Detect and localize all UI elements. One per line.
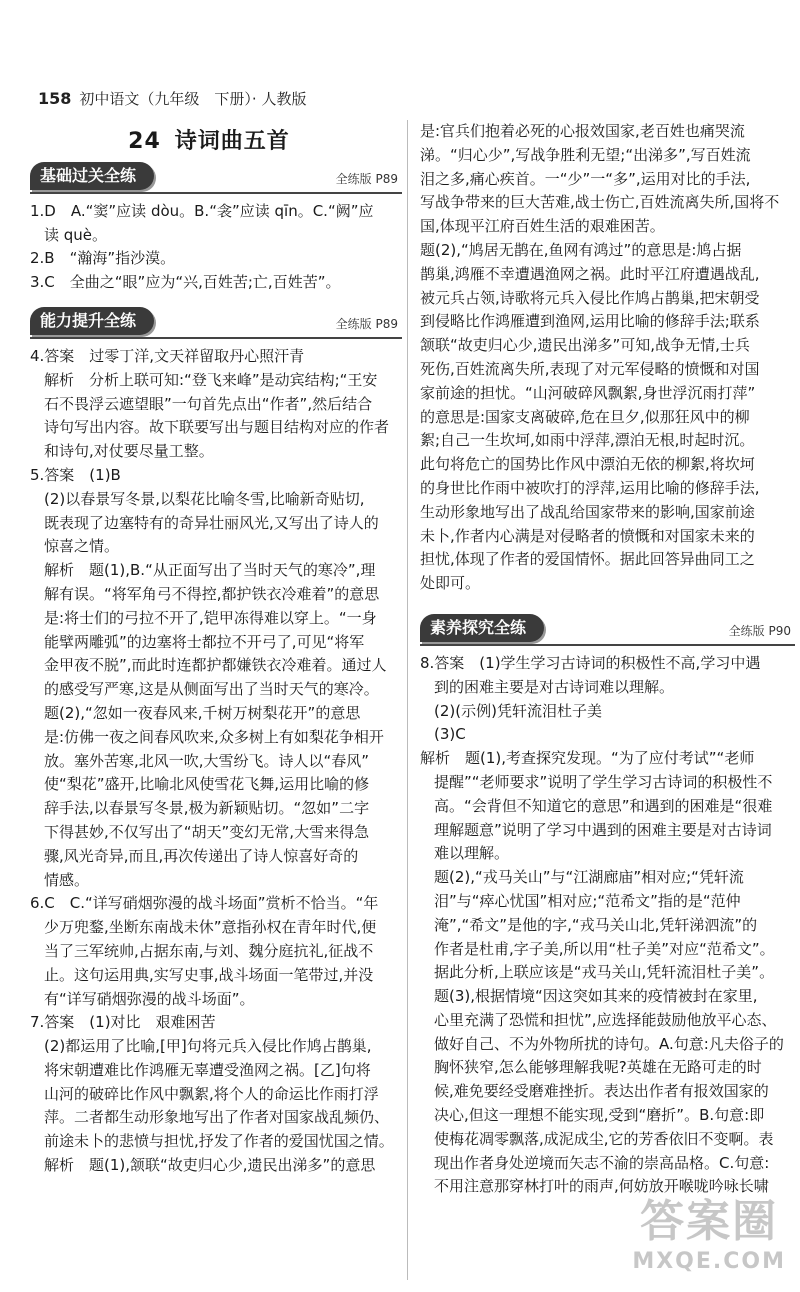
answer-8-analysis: 解析 题(1),考查探究发现。“为了应付考试”“老师 xyxy=(420,749,755,768)
answer-5-line: 辞手法,以春景写冬景,极为新颖贴切。“忽如”二字 xyxy=(44,799,370,818)
analysis-line: 涕。“归心少”,写战争胜利无望;“出涕多”,写百姓流 xyxy=(420,145,751,164)
analysis-line: 写战争带来的巨大苦难,战士伤亡,百姓流离失所,国将不 xyxy=(420,193,780,212)
answer-5-line: 解有误。“将军角弓不得控,都护铁衣冷难着”的意思 xyxy=(44,584,380,603)
answer-8-line: (3)C xyxy=(434,725,466,744)
answer-8-line: 题(2),“戎马关山”与“江湖廊庙”相对应;“凭轩流 xyxy=(434,868,744,887)
analysis-line: 到侵略比作鸿雁遭到渔网,运用比喻的修辞手法;联系 xyxy=(420,312,760,331)
answer-5-line: 骤,风光奇异,而且,再次传递出了诗人惊喜好奇的 xyxy=(44,846,359,865)
analysis-line: 泪之多,痛心疾首。一“少”一“多”,运用对比的手法, xyxy=(420,169,751,188)
answer-8-line: 到的困难主要是对古诗词难以理解。 xyxy=(434,677,675,696)
answer-5-line: (2)以春景写冬景,以梨花比喻冬雪,比喻新奇贴切, xyxy=(44,489,365,508)
answer-7-line: 萍。二者都生动形象地写出了作者对国家战乱频仍、 xyxy=(44,1108,390,1127)
section-ability-tab: 能力提升全练 xyxy=(30,307,154,335)
answer-6-line: 止。这句运用典,实写史事,战斗场面一笔带过,并没 xyxy=(44,965,374,984)
answer-6-line: 少万兜鍪,坐断东南战未休”意指孙权在青年时代,便 xyxy=(44,918,377,937)
analysis-line: 颔联“故吏归心少,遗民出涕多”可知,战争无情,士兵 xyxy=(420,336,750,355)
answer-1-cont: 读 què。 xyxy=(44,225,108,244)
answer-8-line: 心里充满了恐慌和担忧”,应选择能鼓励他放平心态、 xyxy=(434,1010,777,1029)
answer-7-line: 将宋朝遭难比作鸿雁无辜遭受渔网之祸。[乙]句将 xyxy=(44,1060,371,1079)
answer-5-line: 题(2),“忽如一夜春风来,千树万树梨花开”的意思 xyxy=(44,703,361,722)
answer-5-line: 能擘两雕弧”的边塞将士都拉不开弓了,可见“将军 xyxy=(44,632,365,651)
answer-8-line: (2)(示例)凭轩流泪杜子美 xyxy=(434,701,602,720)
answer-8-line: 理解题意”说明了学习中遇到的困难主要是对古诗词 xyxy=(434,820,772,839)
analysis-line: 题(2),“鸠居无鹊在,鱼网有鸿过”的意思是:鸠占据 xyxy=(420,240,742,259)
watermark-title: 答案圈 xyxy=(640,1196,779,1247)
answer-8-line: 使梅花凋零飘落,成泥成尘,它的芳香依旧不变啊。表 xyxy=(434,1129,774,1148)
section-basic-ref: 全练版 P89 xyxy=(335,171,398,186)
page-number: 158 xyxy=(38,89,72,108)
analysis-line: 家前途的担忧。“山河破碎风飘絮,身世浮沉雨打萍” xyxy=(420,383,756,402)
analysis-line: 国,体现平江府百姓生活的艰难困苦。 xyxy=(420,217,665,236)
answer-8-line: 决心,但这一理想不能实现,受到“磨折”。B.句意:即 xyxy=(434,1106,765,1125)
answer-5: 5.答案 (1)B xyxy=(30,465,121,484)
answer-2: 2.B “瀚海”指沙漠。 xyxy=(30,249,176,268)
lesson-title-text: 诗词曲五首 xyxy=(174,129,290,154)
page-header xyxy=(38,88,306,109)
right-column xyxy=(420,120,795,1199)
answer-5-line: 放。塞外苦寒,北风一吹,大雪纷飞。诗人以“春风” xyxy=(44,751,370,770)
answer-5-line: 使“梨花”盛开,比喻北风使雪花飞舞,运用比喻的修 xyxy=(44,775,370,794)
watermark-logo xyxy=(632,1185,786,1274)
analysis-line: 生动形象地写出了战乱给国家带来的影响,国家前途 xyxy=(420,502,755,521)
answer-7-line: 前途未卜的悲愤与担忧,抒发了作者的爱国忧国之情。 xyxy=(44,1132,394,1151)
analysis-line: 死伤,百姓流离失所,表现了对元军侵略的愤慨和对国 xyxy=(420,359,760,378)
analysis-line: 的身世比作雨中被吹打的浮萍,运用比喻的修辞手法, xyxy=(420,478,760,497)
answer-5-line: 惊喜之情。 xyxy=(44,537,120,556)
answer-8: 8.答案 (1)学生学习古诗词的积极性不高,学习中遇 xyxy=(420,653,761,672)
answer-6-line: 当了三军统帅,占据东南,与刘、魏分庭抗礼,征战不 xyxy=(44,941,374,960)
left-column xyxy=(30,120,402,1178)
answer-8-line: 做好自己、不为外物所扰的诗句。A.句意:凡夫俗子的 xyxy=(434,1034,784,1053)
analysis-line: 絮;自己一生坎坷,如雨中浮萍,漂泊无根,时起时沉。 xyxy=(420,431,755,450)
answer-8-line: 据此分析,上联应该是“戎马关山,凭轩流泪杜子美”。 xyxy=(434,963,775,982)
answer-8-line: 提醒”“老师要求”说明了学生学习古诗词的积极性不 xyxy=(434,772,773,791)
section-ability-ref: 全练版 P89 xyxy=(335,316,398,331)
analysis-line: 的意思是:国家支离破碎,危在旦夕,似那狂风中的柳 xyxy=(420,407,750,426)
answer-1: 1.D A.“窦”应读 dòu。B.“衾”应读 qīn。C.“阙”应 xyxy=(30,201,374,220)
answer-8-line: 胸怀狭窄,怎么能够理解我呢?英雄在无路可走的时 xyxy=(434,1058,762,1077)
section-inquiry-tab: 素养探究全练 xyxy=(420,614,544,642)
analysis-line: 此句将危亡的国势比作风中漂泊无依的柳絮,将坎坷 xyxy=(420,455,755,474)
answer-5-line: 下得甚妙,不仅写出了“胡天”变幻无常,大雪来得急 xyxy=(44,822,370,841)
section-basic xyxy=(30,160,402,194)
answer-5-line: 的感受写严寒,这是从侧面写出了当时天气的寒冷。 xyxy=(44,680,379,699)
analysis-line: 是:官兵们抱着必死的心报效国家,老百姓也痛哭流 xyxy=(420,122,745,140)
answer-5-line: 金甲夜不脱”,而此时连都护都嫌铁衣冷难着。通过人 xyxy=(44,656,387,675)
answer-4: 4.答案 过零丁洋,文天祥留取丹心照汗青 xyxy=(30,346,305,365)
answer-8-line: 题(3),根据情境“因这突如其来的疫情被封在家里, xyxy=(434,987,758,1006)
answer-8-line: 现出作者身处逆境而矢志不渝的崇高品格。C.句意: xyxy=(434,1153,770,1172)
answer-5-line: 是:将士们的弓拉不开了,铠甲冻得难以穿上。“一身 xyxy=(44,608,377,627)
answer-8-line: 不用注意那穿林打叶的雨声,何妨放开喉咙吟咏长啸 xyxy=(434,1177,769,1196)
answer-4-line: 解析 分析上联可知:“登飞来峰”是动宾结构;“王安 xyxy=(44,370,378,389)
analysis-line: 鹊巢,鸿雁不幸遭遇渔网之祸。此时平江府遭遇战乱, xyxy=(420,264,760,283)
answer-5-line: 情感。 xyxy=(44,870,90,889)
answer-4-line: 石不畏浮云遮望眼”一句首先点出“作者”,然后结合 xyxy=(44,394,373,413)
answer-5-line: 是:仿佛一夜之间春风吹来,众多树上有如梨花争相开 xyxy=(44,727,384,746)
answer-7-line: (2)都运用了比喻,[甲]句将元兵入侵比作鸠占鹊巢, xyxy=(44,1037,372,1056)
answer-5-line: 既表现了边塞特有的奇异壮丽风光,又写出了诗人的 xyxy=(44,513,379,532)
analysis-line: 担忧,体现了作者的爱国情怀。据此回答异曲同工之 xyxy=(420,550,755,569)
section-inquiry xyxy=(420,612,795,646)
analysis-line: 被元兵占领,诗歌将元兵入侵比作鸠占鹊巢,把宋朝受 xyxy=(420,288,760,307)
answer-7-line: 解析 题(1),颔联“故吏归心少,遗民出涕多”的意思 xyxy=(44,1156,376,1175)
watermark-url: MXQE.COM xyxy=(632,1249,786,1274)
lesson-title xyxy=(30,130,402,154)
answer-7-line: 山河的破碎比作风中飘絮,将个人的命运比作雨打浮 xyxy=(44,1084,379,1103)
answer-8-line: 难以理解。 xyxy=(434,844,510,863)
answer-6: 6.C C.“详写硝烟弥漫的战斗场面”赏析不恰当。“年 xyxy=(30,894,379,913)
answer-4-line: 和诗句,对仗要尽量工整。 xyxy=(44,442,214,461)
analysis-line: 处即可。 xyxy=(420,574,481,593)
section-inquiry-ref: 全练版 P90 xyxy=(728,623,791,638)
answer-3: 3.C 全曲之“眼”应为“兴,百姓苦;亡,百姓苦”。 xyxy=(30,273,341,292)
answer-8-line: 泪”与“瘁心忧国”相对应;“范希文”指的是“范仲 xyxy=(434,891,741,910)
answer-8-line: 候,难免要经受磨难挫折。表达出作者有报效国家的 xyxy=(434,1082,769,1101)
answer-7: 7.答案 (1)对比 艰难困苦 xyxy=(30,1013,216,1032)
answer-8-line: 作者是杜甫,字子美,所以用“杜子美”对应“范希文”。 xyxy=(434,939,775,958)
answer-5-line: 解析 题(1),B.“从正面写出了当时天气的寒冷”,理 xyxy=(44,561,376,580)
answer-6-line: 有“详写硝烟弥漫的战斗场面”。 xyxy=(44,989,255,1008)
column-divider xyxy=(407,120,408,1280)
lesson-number: 24 xyxy=(128,129,161,154)
answer-4-line: 诗句写出内容。故下联要写出与题目结构对应的作者 xyxy=(44,418,390,437)
analysis-line: 未卜,作者内心满是对侵略者的愤慨和对国家未来的 xyxy=(420,526,755,545)
answer-8-line: 淹”,“希文”是他的字,“戎马关山北,凭轩涕泗流”的 xyxy=(434,915,758,934)
answer-8-line: 高。“会背但不知道它的意思”和遇到的困难是“很难 xyxy=(434,796,773,815)
section-basic-tab: 基础过关全练 xyxy=(30,162,154,190)
section-ability xyxy=(30,305,402,339)
header-text: 初中语文（九年级 下册）· 人教版 xyxy=(79,90,307,108)
